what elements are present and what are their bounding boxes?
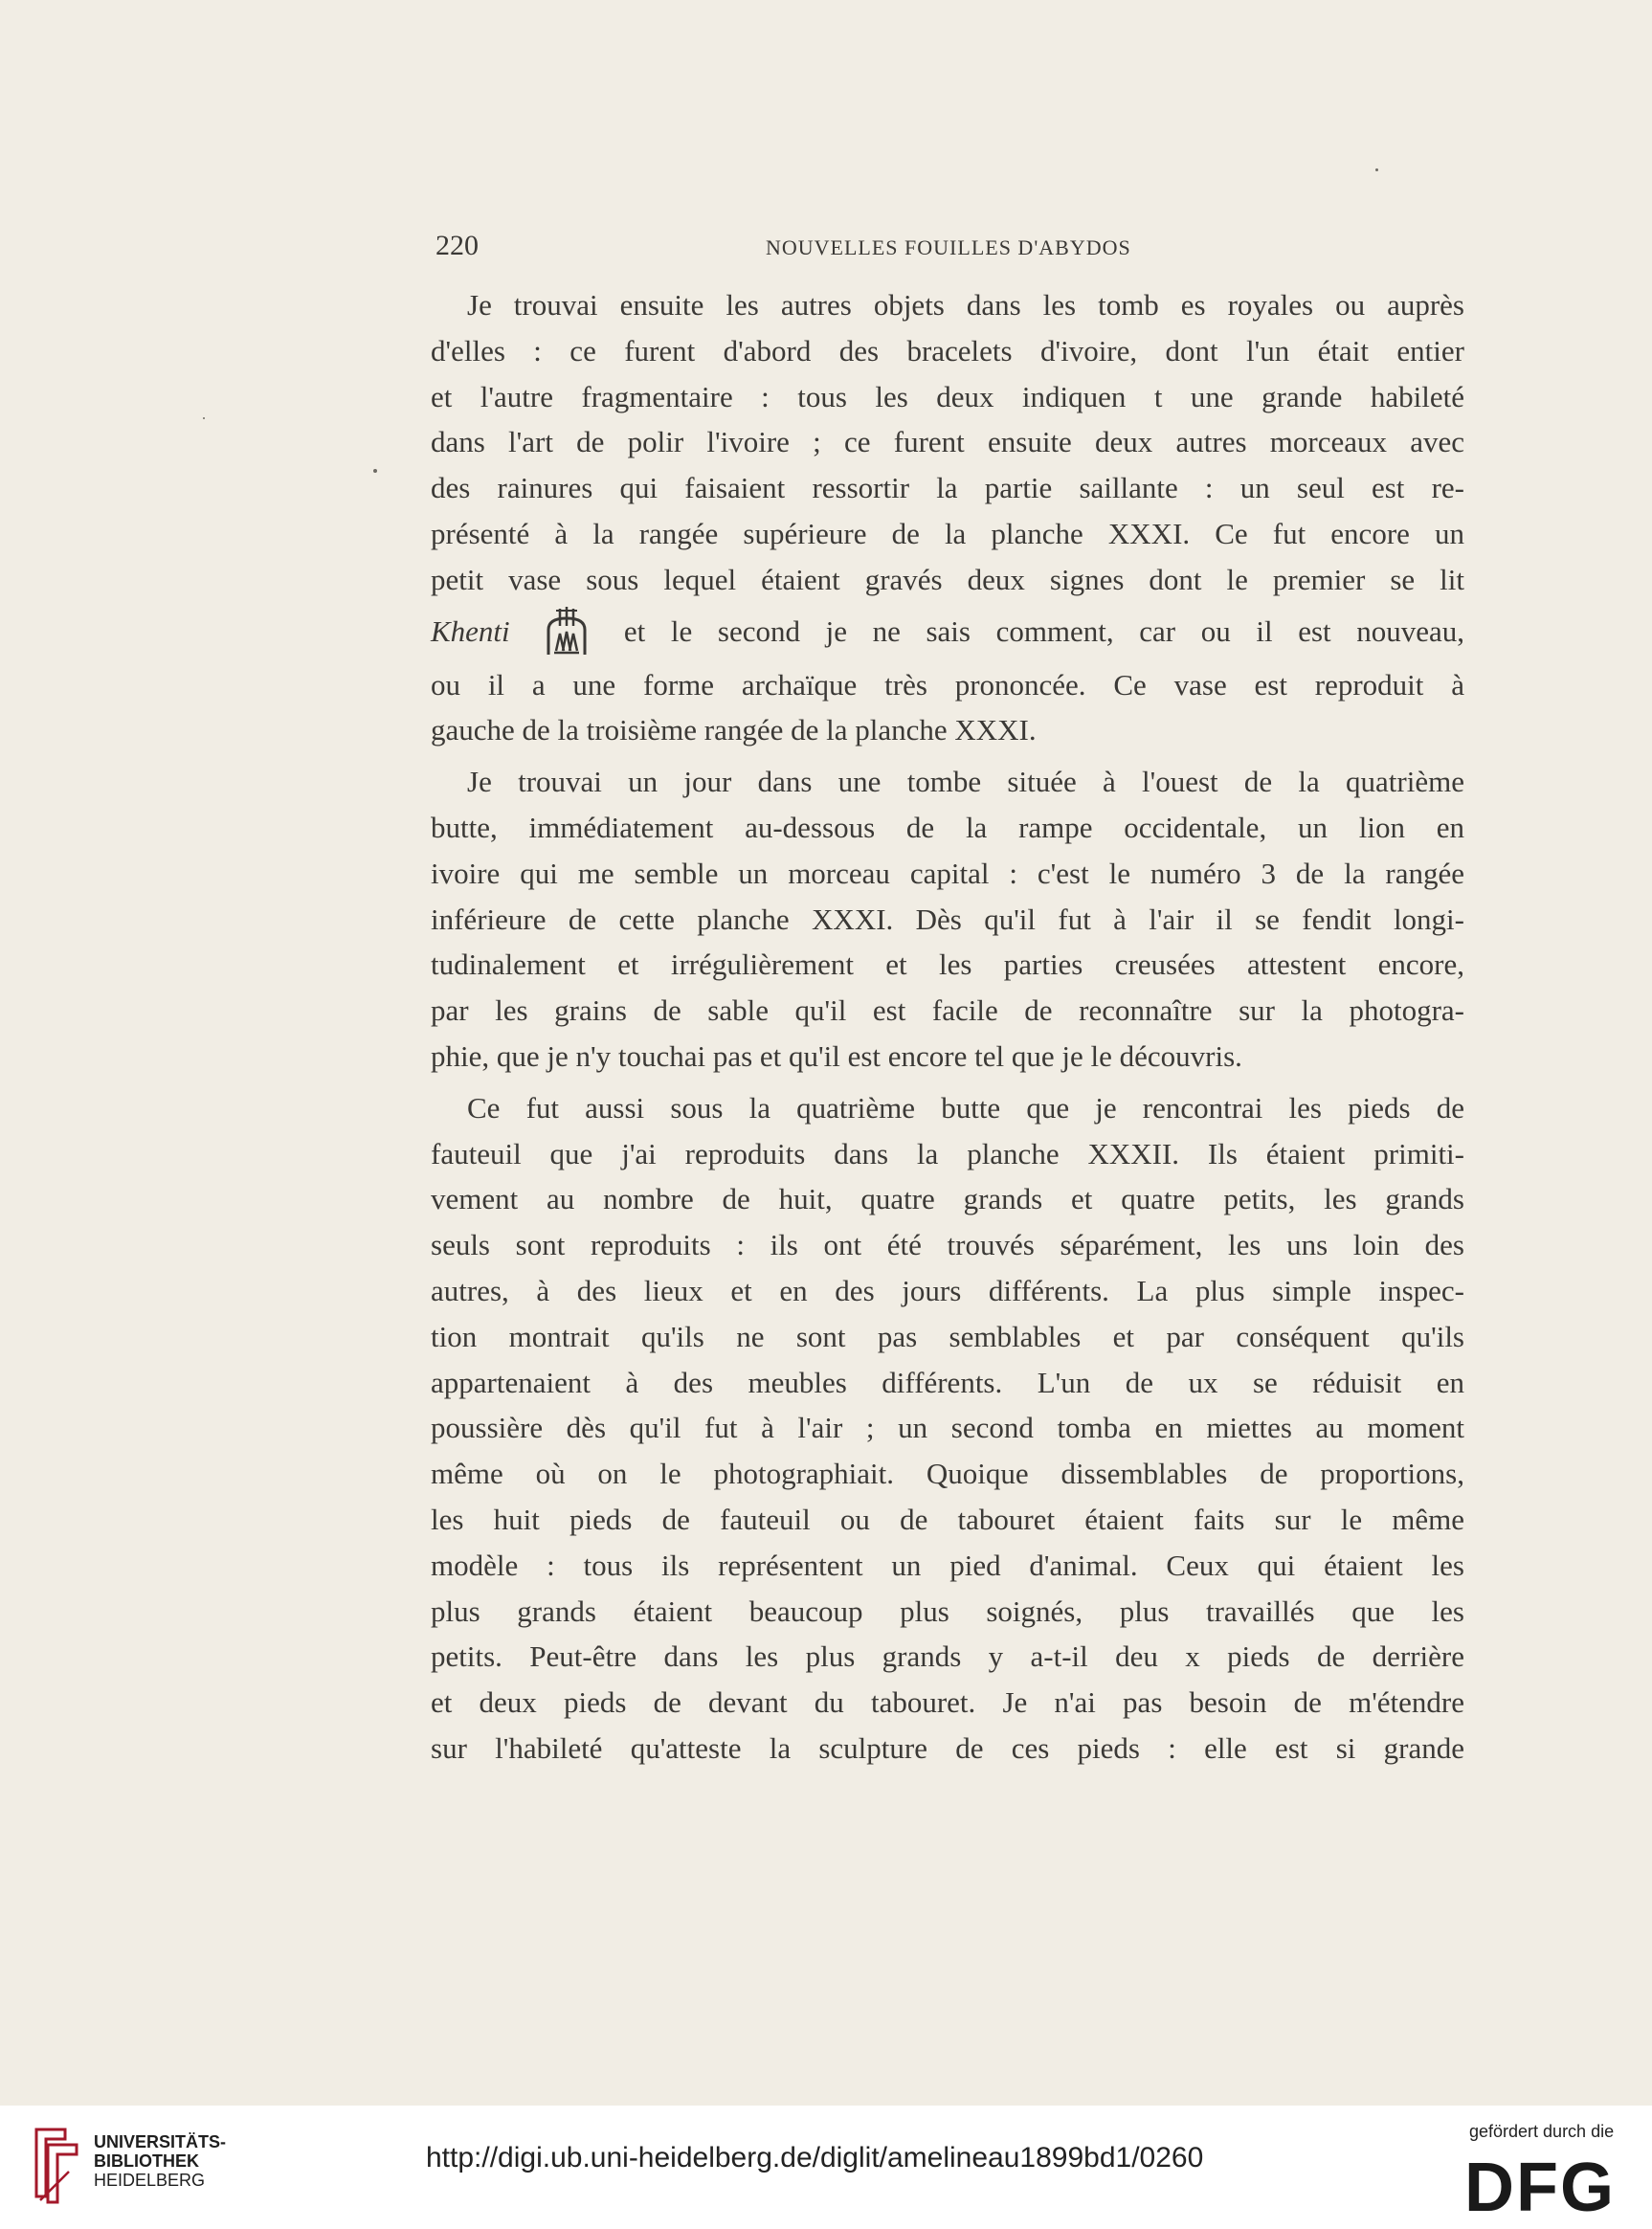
text-line-khenti [431,605,1464,658]
text-line: dans l'art de polir l'ivoire ; ce furent ensuite deux autres morceaux avec [431,425,1464,459]
funded-by-label: gefördert durch die [1469,2122,1615,2141]
text-line: poussière dès qu'il fut à l'air ; un second tomba en miettes au moment [431,1411,1464,1445]
text-line: et deux pieds de devant du tabouret. Je n'ai pas besoin de m'étendre [431,1685,1464,1720]
dfg-logo-icon [1464,2151,1627,2218]
text-line: par les grains de sable qu'il est facile de reconnaître sur la photogra- [431,993,1464,1028]
text-line: sur l'habileté qu'atteste la sculpture de ces pieds : elle est si grande [431,1730,1464,1765]
text-line: modèle : tous ils représentent un pied d'animal. Ceux qui étaient les [431,1548,1464,1582]
text-line: même où on le photographiait. Quoique dissemblables de proportions, [431,1457,1464,1491]
text-line: présenté à la rangée supérieure de la planche XXXI. Ce fut encore un [431,516,1464,550]
khenti-line-rest: et le second je ne sais comment, car ou il est nouveau, [623,613,1465,648]
text-line: gauche de la troisième rangée de la planche XXXI. [431,713,1037,747]
speck [373,469,377,473]
text-line: des rainures qui faisaient ressortir la partie saillante : un seul est re- [431,471,1464,505]
university-library-logo-icon [27,2120,84,2206]
khenti-word: Khenti [431,613,510,648]
text-line: les huit pieds de fauteuil ou de tabouret étaient faits sur le même [431,1502,1464,1536]
text-line: Ce fut aussi sous la quatrième butte que je rencontrai les pieds de [467,1090,1464,1125]
dfg-logo-text: DFG [1464,2151,1616,2218]
text-line: petits. Peut-être dans les plus grands y a-t-il deu x pieds de derrière [431,1639,1464,1674]
text-line: butte, immédiatement au-dessous de la rampe occidentale, un lion en [431,810,1464,844]
text-line: et l'autre fragmentaire : tous les deux indiquen t une grande habileté [431,379,1464,413]
text-line: d'elles : ce furent d'abord des bracelets d'ivoire, dont l'un était entier [431,333,1464,368]
speck [1375,168,1378,171]
text-line: autres, à des lieux et en des jours différents. La plus simple inspec- [431,1273,1464,1307]
library-name [94,2132,226,2190]
text-line: tudinalement et irrégulièrement et les parties creusées attestent encore, [431,947,1464,982]
paragraph-2 [431,759,1464,1080]
text-line: ou il a une forme archaïque très prononcée. Ce vase est reproduit à [431,667,1464,702]
text-line: fauteuil que j'ai reproduits dans la planche XXXII. Ils étaient primiti- [431,1136,1464,1170]
text-line: Je trouvai un jour dans une tombe située à l'ouest de la quatrième [467,765,1464,799]
library-line-1: UNIVERSITÄTS- [94,2132,227,2151]
body-text [431,282,1464,1772]
text-line: tion montrait qu'ils ne sont pas semblables et par conséquent qu'ils [431,1319,1464,1353]
permalink-url[interactable]: http://digi.ub.uni-heidelberg.de/diglit/amelineau1899bd1/0260 [426,2142,1204,2173]
library-line-2: BIBLIOTHEK [94,2151,199,2171]
text-line: phie, que je n'y touchai pas et qu'il est encore tel que je le découvris. [431,1038,1242,1073]
paragraph-1 [431,282,1464,753]
page-number: 220 [435,230,479,261]
hieroglyph-sign-icon [543,605,591,658]
text-line: petit vase sous lequel étaient gravés deux signes dont le premier se lit [431,562,1464,596]
text-line: inférieure de cette planche XXXI. Dès qu'il fut à l'air il se fendit longi- [431,902,1464,936]
paragraph-3 [431,1085,1464,1772]
text-line: seuls sont reproduits : ils ont été trouvés séparément, les uns loin des [431,1228,1464,1262]
text-line: ivoire qui me semble un morceau capital : c'est le numéro 3 de la rangée [431,856,1464,890]
page-header-title: NOUVELLES FOUILLES D'ABYDOS [766,235,1131,259]
text-line: Je trouvai ensuite les autres objets dans les tomb es royales ou auprès [467,288,1464,322]
speck [203,417,205,419]
text-line: plus grands étaient beaucoup plus soignés, plus travaillés que les [431,1594,1464,1628]
library-line-3: HEIDELBERG [94,2171,206,2190]
text-line: vement au nombre de huit, quatre grands et quatre petits, les grands [431,1182,1464,1216]
running-head [0,230,1652,268]
text-line: appartenaient à des meubles différents. L'un de ux se réduisit en [431,1365,1464,1399]
